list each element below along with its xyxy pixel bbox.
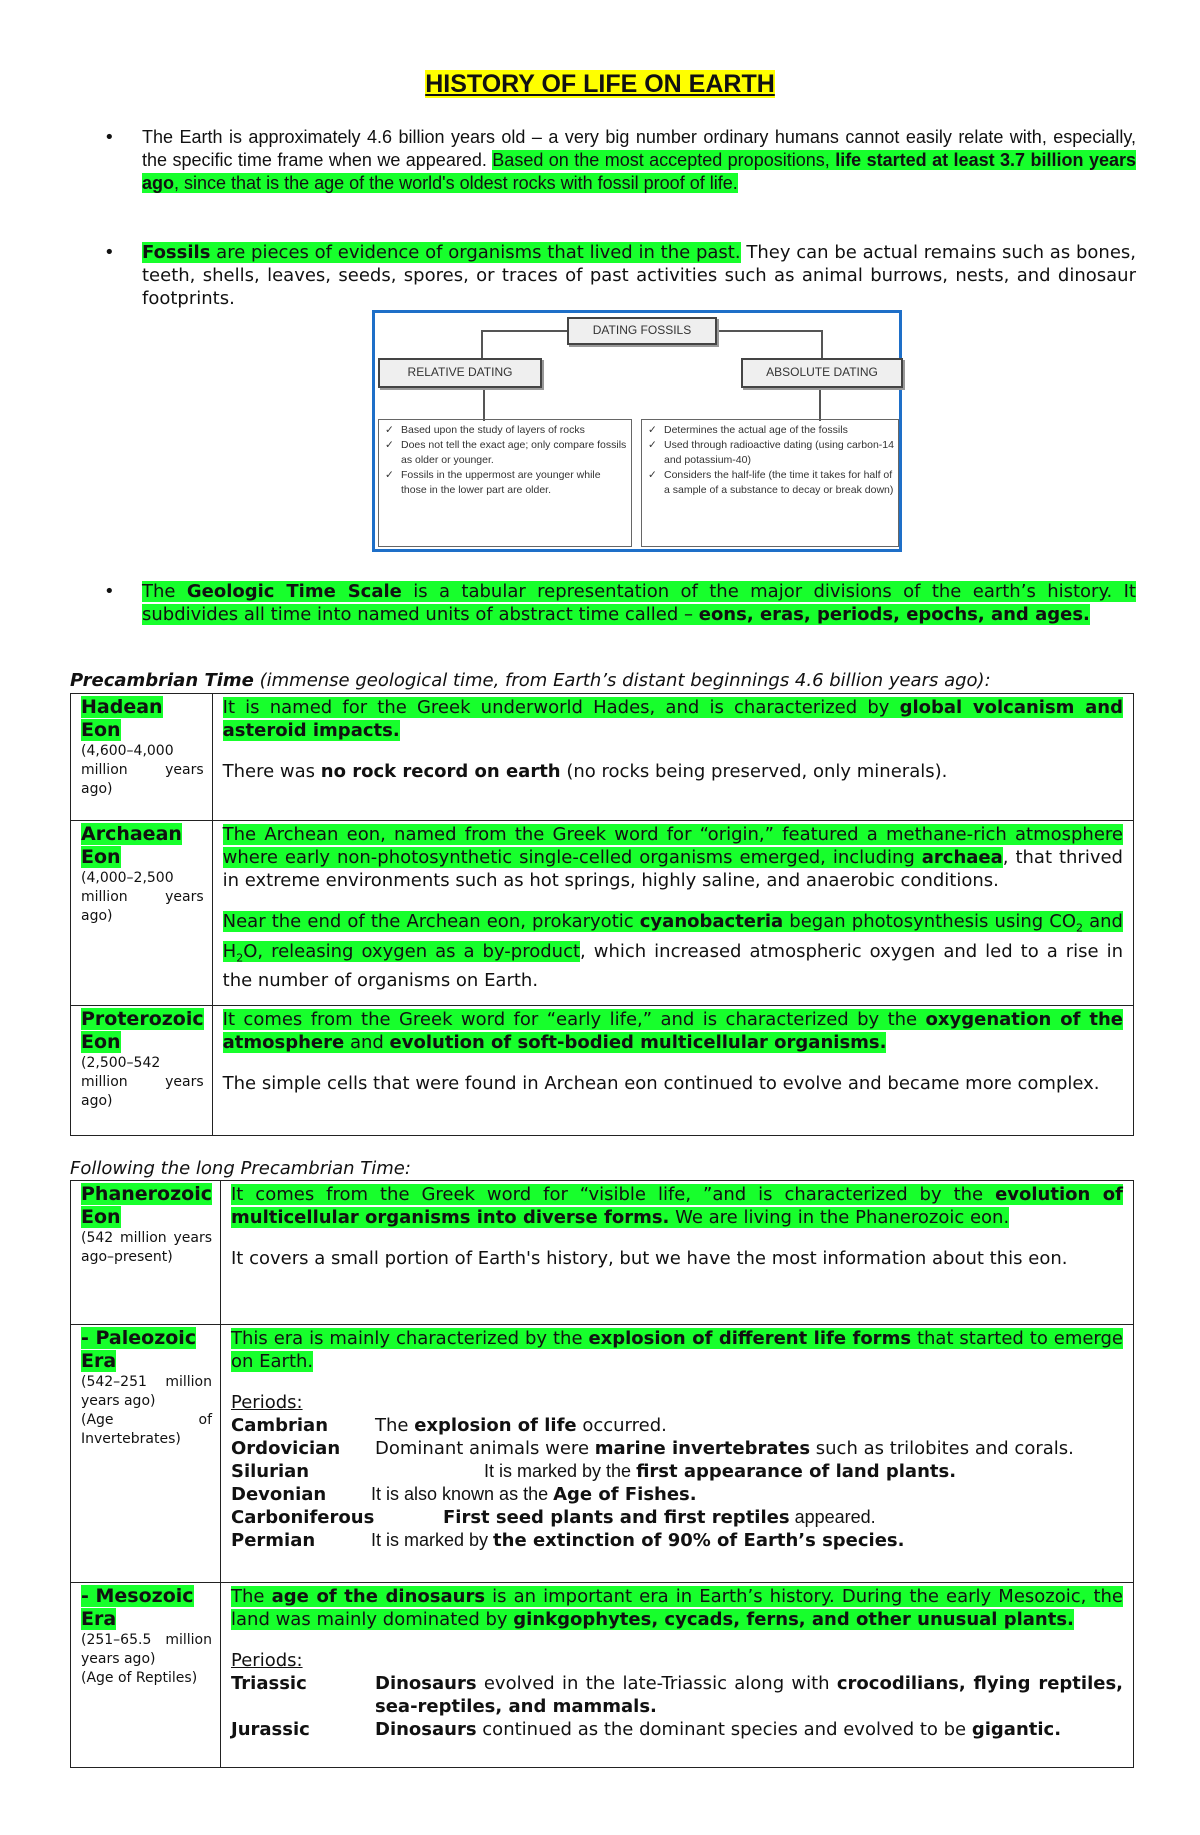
era-age: (251–65.5 million years ago)	[81, 1632, 212, 1667]
period-row: Silurian It is marked by the first appearance of land plants.	[231, 1461, 957, 1482]
era-name: - Mesozoic Era	[81, 1585, 194, 1630]
era-age: (542–251 million years ago)	[81, 1374, 212, 1409]
eon-cell	[71, 1006, 213, 1136]
connector-line	[821, 330, 823, 358]
table-row	[71, 1006, 1134, 1136]
absolute-dating-list	[641, 419, 899, 547]
eon-name: Proterozoic Eon	[81, 1008, 204, 1053]
check-icon: ✓	[385, 424, 394, 436]
period-row: Cambrian The explosion of life occurred.	[231, 1415, 667, 1436]
era-cell	[71, 1583, 221, 1768]
following-caption: Following the long Precambrian Time:	[70, 1158, 411, 1179]
check-icon: ✓	[648, 469, 657, 481]
era-subtitle: (Age of Invertebrates)	[81, 1412, 212, 1447]
eon-name: Hadean Eon	[81, 696, 163, 741]
era-name: - Paleozoic Era	[81, 1327, 197, 1372]
bullet-geologic-time-scale	[104, 580, 1136, 626]
bullet-dot: •	[104, 581, 115, 602]
period-row: Ordovician Dominant animals were marine invertebrates such as trilobites and corals.	[231, 1438, 1074, 1459]
check-icon: ✓	[648, 439, 657, 451]
list-item: ✓ Considers the half-life (the time it takes for half of a sample of a substance to decay or break down)	[648, 469, 894, 496]
bullet-text: The Earth is approximately 4.6 billion years old – a very big number ordinary humans cannot easily relate with, especially, the specific time frame when we appeared. Based on the most accepted propositions, life started at least 3.7 billion years ago, since that is the age of the world's oldest rocks with fossil proof of life.	[142, 127, 1136, 193]
eon-description: It is named for the Greek underworld Hades, and is characterized by global volcanism and asteroid impacts. There was no rock record on earth (no rocks being preserved, only minerals).	[212, 694, 1133, 821]
page-title	[0, 70, 1200, 99]
period-row: Jurassic Dinosaurs continued as the dominant species and evolved to be gigantic.	[231, 1719, 1062, 1740]
bullet-dot: •	[104, 127, 115, 148]
list-item: ✓ Used through radioactive dating (using carbon-14 and potassium-40)	[648, 439, 894, 466]
list-item: ✓ Fossils in the uppermost are younger while those in the lower part are older.	[385, 469, 601, 496]
precambrian-table	[70, 693, 1134, 1136]
eon-description: The Archean eon, named from the Greek word for “origin,” featured a methane-rich atmosphere where early non-photosynthetic single-celled organisms emerged, including archaea, that thrived in extreme environments such as hot springs, highly saline, and anaerobic conditions. Near the end of the Archean eon, prokaryotic cyanobacteria began photosynthesis using $CO_2$ and $H_2O$, releasing oxygen as a by-product, which increased atmospheric oxygen and led to a rise in the number of organisms on Earth.	[212, 821, 1133, 1006]
connector-line	[481, 330, 483, 358]
bullet-text: Fossils are pieces of evidence of organisms that lived in the past. They can be actual remains such as bones, teeth, shells, leaves, seeds, spores, or traces of past activities such as animal burrows, nests, and dinosaur footprints.	[142, 242, 1136, 309]
eon-cell	[71, 1181, 221, 1325]
periods-label: Periods:	[231, 1392, 303, 1413]
precambrian-caption: Precambrian Time (immense geological time, from Earth’s distant beginnings 4.6 billion years ago):	[70, 670, 991, 691]
absolute-dating-box: ABSOLUTE DATING	[741, 358, 903, 388]
check-icon: ✓	[385, 469, 394, 481]
phanerozoic-table	[70, 1180, 1134, 1768]
periods-label: Periods:	[231, 1650, 303, 1671]
check-icon: ✓	[648, 424, 657, 436]
connector-line	[483, 387, 485, 421]
list-item: ✓ Based upon the study of layers of rocks	[385, 424, 585, 436]
table-row	[71, 694, 1134, 821]
bullet-text: The Geologic Time Scale is a tabular representation of the major divisions of the earth’s history. It subdivides all time into named units of abstract time called – eons, eras, periods, epochs, and ages.	[142, 581, 1136, 625]
relative-dating-box: RELATIVE DATING	[378, 358, 542, 388]
table-row	[71, 1181, 1134, 1325]
connector-line	[819, 387, 821, 421]
period-row: Permian It is marked by the extinction of 90% of Earth’s species.	[231, 1530, 905, 1551]
eon-description: It comes from the Greek word for “early life,” and is characterized by the oxygenation of the atmosphere and evolution of soft-bodied multicellular organisms. The simple cells that were found in Archean eon continued to evolve and became more complex.	[212, 1006, 1133, 1136]
check-icon: ✓	[385, 439, 394, 451]
era-cell	[71, 1325, 221, 1583]
eon-age: (4,600–4,000 million years ago)	[81, 743, 204, 797]
era-description: The age of the dinosaurs is an important era in Earth’s history. During the early Mesozoic, the land was mainly dominated by ginkgophytes, cycads, ferns, and other unusual plants. Periods: Triassic Dinosaurs evolved in the late-Triassic along with crocodilians, flying reptiles, sea-reptiles, and mammals. Jurassic Dinosaurs continued as the dominant species and evolved to be gigantic.	[221, 1583, 1134, 1768]
table-row	[71, 821, 1134, 1006]
era-subtitle: (Age of Reptiles)	[81, 1670, 198, 1686]
eon-age: (4,000–2,500 million years ago)	[81, 870, 204, 924]
bullet-earth-age	[104, 126, 1136, 195]
period-row: Carboniferous First seed plants and first reptiles appeared.	[231, 1507, 876, 1528]
list-item: ✓ Does not tell the exact age; only compare fossils as older or younger.	[385, 439, 627, 466]
table-row	[71, 1325, 1134, 1583]
eon-cell	[71, 694, 213, 821]
eon-cell	[71, 821, 213, 1006]
connector-line	[481, 330, 569, 332]
eon-age: (2,500–542 million years ago)	[81, 1055, 204, 1109]
dating-fossils-diagram	[372, 310, 902, 552]
period-row: Triassic Dinosaurs evolved in the late-Triassic along with crocodilians, flying reptiles, sea-reptiles, and mammals.	[231, 1673, 1123, 1717]
bullet-fossils	[104, 241, 1136, 310]
eon-name: Archaean Eon	[81, 823, 182, 868]
dating-fossils-box: DATING FOSSILS	[567, 317, 717, 345]
era-description: This era is mainly characterized by the explosion of different life forms that started to emerge on Earth. Periods: Cambrian The explosion of life occurred. Ordovician Dominant animals were marine invertebrates such as trilobites and corals. Silurian It is marked by the first appearance of land plants. Devonian It is also known as the Age of Fishes. Carboniferous First seed plants and first reptiles appeared. Permian It is marked by the extinction of 90% of Earth’s species.	[221, 1325, 1134, 1583]
period-row: Devonian It is also known as the Age of Fishes.	[231, 1484, 697, 1505]
list-item: ✓ Determines the actual age of the fossils	[648, 424, 848, 436]
eon-age: (542 million years ago–present)	[81, 1230, 212, 1265]
relative-dating-list	[378, 419, 632, 547]
connector-line	[711, 330, 823, 332]
eon-name: Phanerozoic Eon	[81, 1183, 212, 1228]
bullet-dot: •	[104, 242, 115, 263]
eon-description: It comes from the Greek word for “visible life, ”and is characterized by the evolution of multicellular organisms into diverse forms. We are living in the Phanerozoic eon. It covers a small portion of Earth's history, but we have the most information about this eon.	[221, 1181, 1134, 1325]
table-row	[71, 1583, 1134, 1768]
title-text: HISTORY OF LIFE ON EARTH	[425, 70, 775, 98]
